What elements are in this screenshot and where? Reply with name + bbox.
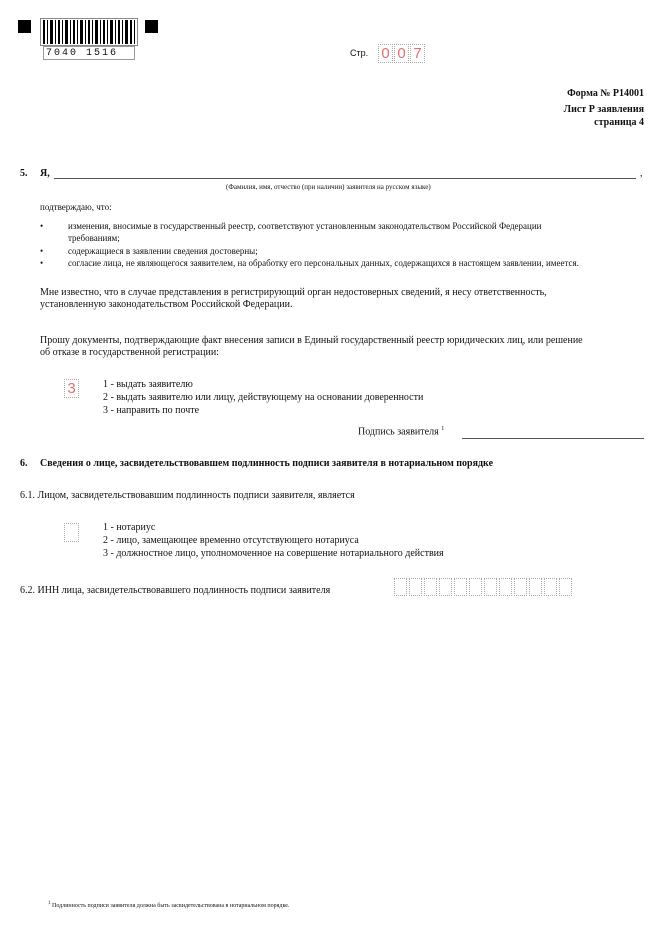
footnote-text: Подлинность подписи заявителя должна быть засвидетельствована в нотариальном порядке. <box>52 903 290 909</box>
delivery-option-1: 1 - выдать заявителю <box>103 379 193 390</box>
corner-marker-right <box>145 20 158 33</box>
confirm-intro: подтверждаю, что: <box>40 202 112 212</box>
delivery-method-field[interactable]: 3 <box>64 379 79 398</box>
bullet-1-line1: изменения, вносимые в государственный реестр, соответствуют установленным законодательством Российской Федерации <box>68 221 542 231</box>
bullet-icon: • <box>40 258 44 268</box>
footnote <box>48 901 289 909</box>
signature-label <box>358 426 444 437</box>
inn-cell[interactable] <box>469 578 482 596</box>
bullet-3-line1: согласие лица, не являющегося заявителем, на обработку его персональных данных, содержащихся в настоящем заявлении, имеется. <box>68 258 579 268</box>
request-line1: Прошу документы, подтверждающие факт внесения записи в Единый государственный реестр юридических лиц, или решение <box>40 335 583 346</box>
bullet-icon: • <box>40 221 44 231</box>
inn-cell[interactable] <box>484 578 497 596</box>
awareness-line2: установленную законодательством Российской Федерации. <box>40 299 293 310</box>
applicant-name-field[interactable] <box>54 178 636 179</box>
inn-cell[interactable] <box>499 578 512 596</box>
signature-label-text: Подпись заявителя <box>358 426 439 438</box>
corner-marker-left <box>18 20 31 33</box>
inn-cell[interactable] <box>409 578 422 596</box>
section5-number: 5. <box>20 168 28 179</box>
page-title: страница 4 <box>594 117 644 128</box>
barcode-number: 7040 1516 <box>43 46 135 60</box>
footnote-mark: 1 <box>48 901 51 906</box>
barcode <box>40 18 138 46</box>
delivery-option-2: 2 - выдать заявителю или лицу, действующему на основании доверенности <box>103 392 424 403</box>
page-digit-3[interactable]: 7 <box>410 44 425 63</box>
sheet-title: Лист Р заявления <box>563 104 644 115</box>
page-digit-2[interactable]: 0 <box>394 44 409 63</box>
q61-field[interactable] <box>64 523 79 542</box>
inn-cell[interactable] <box>439 578 452 596</box>
form-title: Форма № Р14001 <box>567 88 644 99</box>
q61-option-1: 1 - нотариус <box>103 522 156 533</box>
page-label: Стр. <box>350 48 369 58</box>
bullet-2-line1: содержащиеся в заявлении сведения достоверны; <box>68 246 258 256</box>
inn-cell[interactable] <box>394 578 407 596</box>
bullet-1-line2: требованиям; <box>68 233 120 243</box>
request-line2: об отказе в государственной регистрации: <box>40 347 219 358</box>
inn-cell[interactable] <box>559 578 572 596</box>
signature-footnote-mark: 1 <box>441 426 445 432</box>
section5-label: Я, <box>40 168 50 179</box>
barcode-bars <box>41 19 137 45</box>
name-hint: (Фамилия, имя, отчество (при наличии) заявителя на русском языке) <box>226 183 431 191</box>
page-digit-1[interactable]: 0 <box>378 44 393 63</box>
q61-label: 6.1. Лицом, засвидетельствовавшим подлинность подписи заявителя, является <box>20 490 355 501</box>
q62-label: 6.2. ИНН лица, засвидетельствовавшего подлинность подписи заявителя <box>20 585 331 596</box>
signature-field[interactable] <box>462 438 644 439</box>
bullet-icon: • <box>40 246 44 256</box>
awareness-line1: Мне известно, что в случае представления в регистрирующий орган недостоверных сведений, я несу ответственность, <box>40 287 547 298</box>
inn-cell[interactable] <box>544 578 557 596</box>
name-trailing-comma: , <box>640 168 643 179</box>
inn-cell[interactable] <box>514 578 527 596</box>
inn-cell[interactable] <box>424 578 437 596</box>
section6-title: Сведения о лице, засвидетельствовавшем подлинность подписи заявителя в нотариальном порядке <box>40 458 494 469</box>
section6-number: 6. <box>20 458 28 469</box>
q61-option-2: 2 - лицо, замещающее временно отсутствующего нотариуса <box>103 535 359 546</box>
q61-option-3: 3 - должностное лицо, уполномоченное на совершение нотариального действия <box>103 548 444 559</box>
inn-cell[interactable] <box>529 578 542 596</box>
delivery-option-3: 3 - направить по почте <box>103 405 200 416</box>
inn-cell[interactable] <box>454 578 467 596</box>
